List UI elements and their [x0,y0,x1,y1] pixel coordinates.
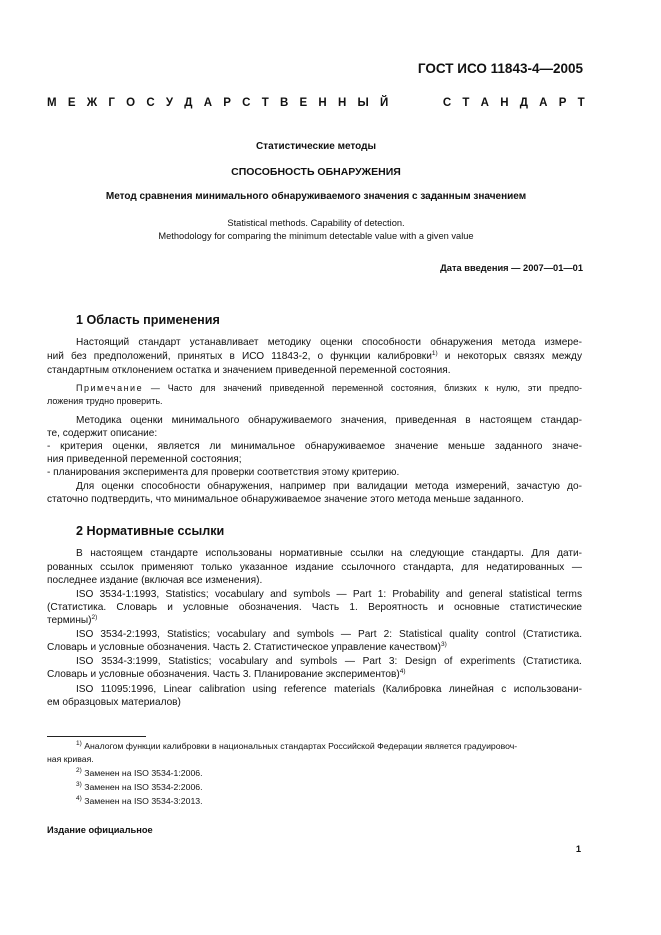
reference-line: ем образцовых материалов) [47,697,181,708]
reference-line: ISO 3534-3:1999, Statistics; vocabulary and symbols — Part 3: Design of experiments (Статистика. [76,656,582,667]
paragraph-line: ний без предположений, принятых в ИСО 11843-2, о функции калибровки$^{1)}$ и некоторых связях между [47,350,582,362]
note-line: Примечание — Часто для значений приведенной переменной состояния, близких к нулю, эти предпо- [76,383,582,393]
reference-line: термины)$^{2)}$ [47,614,98,626]
reference-line: ISO 3534-1:1993, Statistics; vocabulary and symbols — Part 1: Probability and general statistical terms [76,589,582,600]
paragraph-line: рованных ссылок применяют только указанное издание ссылочного стандарта, для недатированных — [47,562,582,573]
banner-letter [428,97,431,109]
reference-line: Словарь и условные обозначения. Часть 3. Планирование экспериментов)$^{4)}$ [47,668,406,680]
list-item-line: ния приведенной переменной состояния; [47,454,242,465]
footnote: $^{4)}$ Заменен на ISO 3534-3:2013. [76,795,203,806]
group-title: Статистические методы [255,141,377,152]
official-edition-label: Издание официальное [47,825,153,835]
introduction-date: Дата введения — 2007—01—01 [440,263,583,273]
banner-letter: Г [108,97,115,109]
footnote-divider [47,736,146,737]
page-number: 1 [575,844,581,854]
reference-line: (Статистика. Словарь и условные обозначения. Часть 1. Вероятность и основные статистические [47,602,582,613]
paragraph-line: стандартным отклонением остатка и значением приведенной переменной состояния. [47,365,451,376]
footnote-ref: 2) [91,614,98,621]
footnote-ref: 3) [441,641,447,648]
footnote: $^{2)}$ Заменен на ISO 3534-1:2006. [76,767,203,778]
banner-letter: М [47,97,57,109]
footnote: $^{3)}$ Заменен на ISO 3534-2:2006. [76,781,203,792]
list-item-line: - планирования эксперимента для проверки соответствия этому критерию. [47,467,400,478]
banner-letter: С [146,97,155,109]
banner-letter: А [480,97,489,109]
banner-letter: Н [318,97,327,109]
banner-letter: Д [184,97,193,109]
paragraph-line: Методика оценки минимального обнаруживаемого значения, приведенная в настоящем стандар- [76,415,582,426]
note-line: ложения трудно проверить. [47,396,163,406]
list-item-line: - критерия оценки, является ли минимальное обнаруживаемое значение меньше заданного значе- [47,441,582,452]
banner-letter: Р [558,97,567,109]
note-label: Примечание [76,383,144,393]
banner-letter [414,97,417,109]
banner-letter: Т [261,97,269,109]
banner-letter: Р [223,97,231,109]
main-title: СПОСОБНОСТЬ ОБНАРУЖЕНИЯ [231,166,401,178]
banner-letter: Т [462,97,470,109]
reference-line: ISO 3534-2:1993, Statistics; vocabulary and symbols — Part 2: Statistical quality control (Статистика. [76,629,582,640]
banner-letter: У [165,97,174,109]
banner-letter: Ж [86,97,98,109]
banner-letter: В [279,97,289,109]
english-title-line-2: Methodology for comparing the minimum detectable value with a given value [158,231,474,241]
banner-letter: О [126,97,136,109]
banner-letter [400,97,403,109]
section-2-heading: 2 Нормативные ссылки [76,524,225,538]
footnote-ref: 4) [399,668,406,675]
paragraph-line: статочно подтвердить, что минимальное обнаруживаемое значение этого метода меньше заданного. [47,494,524,505]
interstate-standard-banner [47,97,585,109]
subtitle: Метод сравнения минимального обнаруживаемого значения с заданным значением [105,191,527,202]
banner-letter: С [442,97,452,109]
document-code: ГОСТ ИСО 11843-4—2005 [417,61,583,76]
banner-letter: Й [380,97,389,109]
section-1-heading: 1 Область применения [76,313,220,327]
banner-letter: Е [299,97,308,109]
banner-letter: Т [577,97,585,109]
paragraph-line: последнее издание (включая все изменения). [47,575,263,586]
banner-letter: Н [500,97,509,109]
footnote-ref: 1) [431,350,438,357]
banner-letter: А [203,97,213,109]
paragraph-line: В настоящем стандарте использованы нормативные ссылки на следующие стандарты. Для дати- [76,548,582,559]
banner-letter: А [539,97,548,109]
paragraph-line: Настоящий стандарт устанавливает методику оценки способности обнаружения метода измере- [76,337,582,348]
english-title-line-1: Statistical methods. Capability of detection. [227,218,405,228]
banner-letter: Е [67,97,76,109]
banner-letter: Д [519,97,528,109]
footnote: $^{1)}$ Аналогом функции калибровки в национальных стандартах Российской Федерации является градуировоч- [76,740,518,751]
paragraph-line: Для оценки способности обнаружения, например при валидации метода измерений, зачастую до- [76,481,582,492]
banner-letter: С [242,97,251,109]
paragraph-line: те, содержит описание: [47,428,158,439]
footnote: ная кривая. [47,754,94,764]
reference-line: ISO 11095:1996, Linear calibration using reference materials (Калибровка линейная с использовани- [76,684,582,695]
banner-letter: Н [337,97,347,109]
reference-line: Словарь и условные обозначения. Часть 2. Статистическое управление качеством)$^{3)}$ [47,641,447,653]
banner-letter: Ы [357,97,369,109]
